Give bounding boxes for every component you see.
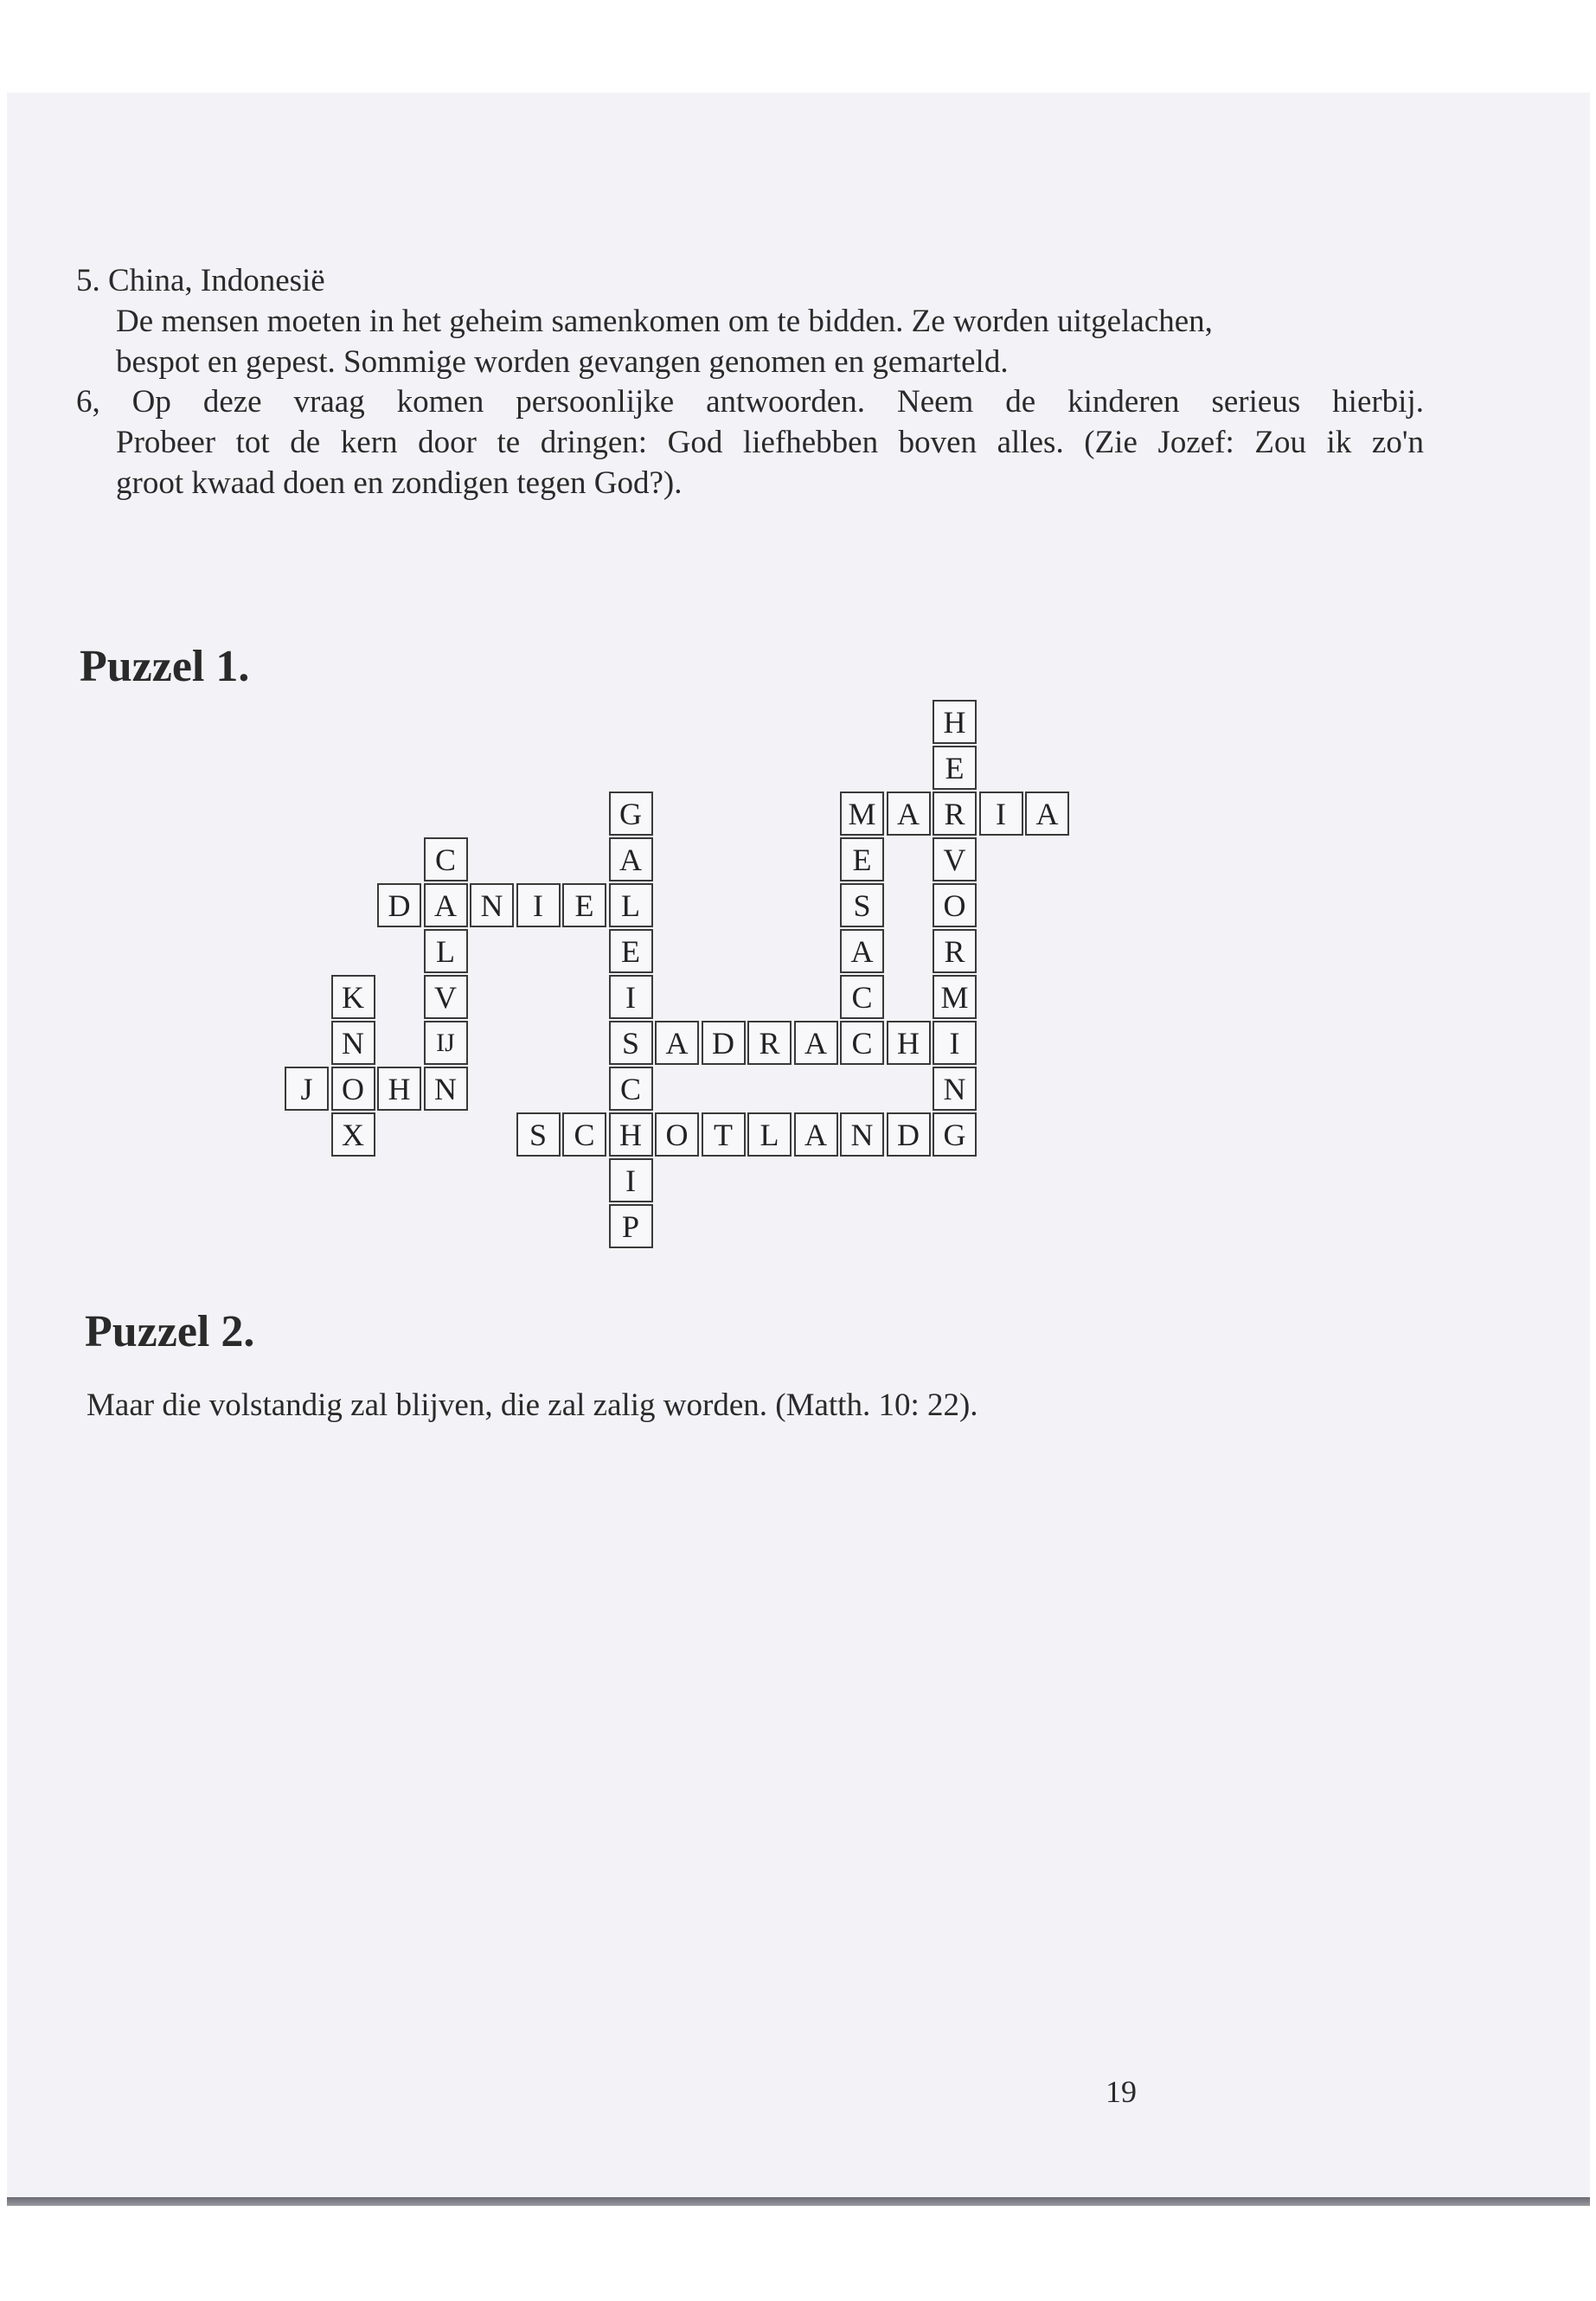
document-page (7, 93, 1590, 2203)
crossword-cell: X (331, 1112, 375, 1157)
crossword-cell: G (609, 792, 653, 836)
page-number: 19 (1106, 2074, 1137, 2109)
crossword-cell: I (609, 1158, 653, 1202)
crossword-cell: E (840, 837, 884, 881)
crossword-cell: L (609, 883, 653, 927)
crossword-cell: S (609, 1021, 653, 1065)
answer-5-heading: 5. China, Indonesië (76, 263, 325, 298)
crossword-cell: N (424, 1067, 468, 1111)
answer-6-line: groot kwaad doen en zondigen tegen God?). (116, 465, 683, 501)
crossword-cell: H (887, 1021, 931, 1065)
crossword-cell: R (747, 1021, 792, 1065)
crossword-cell: O (933, 883, 977, 927)
crossword-cell: O (331, 1067, 375, 1111)
crossword-cell: C (840, 1021, 884, 1065)
crossword-cell: A (887, 792, 931, 836)
crossword-cell: I (979, 792, 1023, 836)
crossword-cell: A (609, 837, 653, 881)
crossword-cell: M (840, 792, 884, 836)
crossword-cell: C (609, 1067, 653, 1111)
crossword-cell: I (516, 883, 561, 927)
crossword-cell: O (655, 1112, 699, 1157)
answer-5-line: bespot en gepest. Sommige worden gevangen genomen en gemarteld. (116, 344, 1009, 380)
crossword-cell: N (331, 1021, 375, 1065)
crossword-cell: K (331, 975, 375, 1019)
crossword-cell: V (933, 837, 977, 881)
crossword-cell: M (933, 975, 977, 1019)
crossword-cell: A (840, 929, 884, 973)
puzzle-1-title: Puzzel 1. (80, 642, 250, 691)
crossword-cell: E (609, 929, 653, 973)
crossword-cell: G (933, 1112, 977, 1157)
crossword-cell: R (933, 929, 977, 973)
crossword-cell: A (1025, 792, 1069, 836)
crossword-cell: P (609, 1204, 653, 1248)
crossword-cell: N (840, 1112, 884, 1157)
crossword-cell: E (562, 883, 606, 927)
crossword-cell: N (933, 1067, 977, 1111)
crossword-cell: T (702, 1112, 746, 1157)
crossword-cell: C (562, 1112, 606, 1157)
crossword-cell: A (655, 1021, 699, 1065)
crossword-cell: S (840, 883, 884, 927)
crossword-cell: C (424, 837, 468, 881)
puzzle-2-title: Puzzel 2. (85, 1307, 255, 1356)
crossword-grid (7, 93, 1590, 1304)
answer-6-heading: 6, Op deze vraag komen persoonlijke antwoorden. Neem de kinderen serieus hierbij. (76, 384, 1424, 420)
crossword-cell: C (840, 975, 884, 1019)
crossword-cell: R (933, 792, 977, 836)
page-edge-shadow (7, 2197, 1590, 2206)
crossword-cell: J (285, 1067, 329, 1111)
crossword-cell: L (424, 929, 468, 973)
crossword-cell: D (887, 1112, 931, 1157)
crossword-cell: IJ (424, 1021, 468, 1065)
crossword-cell: I (933, 1021, 977, 1065)
crossword-cell: A (794, 1021, 838, 1065)
crossword-cell: H (377, 1067, 421, 1111)
crossword-cell: S (516, 1112, 561, 1157)
answer-5-line: De mensen moeten in het geheim samenkomen om te bidden. Ze worden uitgelachen, (116, 304, 1213, 339)
crossword-cell: L (747, 1112, 792, 1157)
crossword-cell: A (424, 883, 468, 927)
crossword-cell: D (702, 1021, 746, 1065)
crossword-cell: A (794, 1112, 838, 1157)
puzzle-2-solution: Maar die volstandig zal blijven, die zal zalig worden. (Matth. 10: 22). (87, 1388, 978, 1423)
crossword-cell: I (609, 975, 653, 1019)
crossword-cell: D (377, 883, 421, 927)
answer-6-line: Probeer tot de kern door te dringen: God liefhebben boven alles. (Zie Jozef: Zou ik zo'n (116, 425, 1424, 460)
crossword-cell: V (424, 975, 468, 1019)
crossword-cell: H (933, 700, 977, 744)
crossword-cell: E (933, 746, 977, 790)
crossword-cell: H (609, 1112, 653, 1157)
crossword-cell: N (470, 883, 514, 927)
